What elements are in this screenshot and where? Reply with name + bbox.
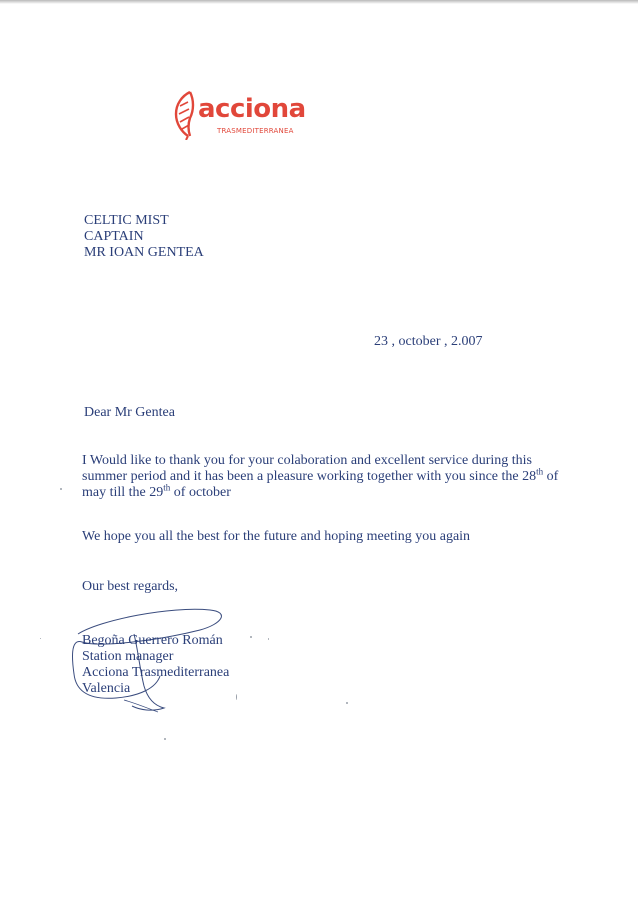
- body-line-2-text: summer period and it has been a pleasure working together with you since the 28: [82, 469, 537, 484]
- scan-speck: [250, 636, 252, 638]
- salutation: Dear Mr Gentea: [84, 405, 175, 420]
- signature-block: [82, 632, 229, 696]
- signatory-title: Station manager: [82, 649, 174, 664]
- scan-speck: [40, 638, 41, 639]
- body-line-2: [82, 466, 559, 484]
- scan-speck: [346, 702, 348, 704]
- scan-speck: [60, 488, 62, 490]
- body-line-3-text: may till the 29: [82, 485, 164, 500]
- body-line-3-end: of october: [170, 485, 231, 500]
- body-line-1: I Would like to thank you for your colaboration and excellent service during this: [82, 453, 532, 468]
- scan-speck: [268, 638, 269, 640]
- recipient-line-1: CELTIC MIST: [84, 213, 169, 228]
- letter-date: 23 , october , 2.007: [374, 334, 483, 349]
- closing: Our best regards,: [82, 579, 179, 594]
- logo-wordmark: acciona: [198, 94, 306, 124]
- logo-subtitle: TRASMEDITERRANEA: [217, 127, 294, 135]
- body-line-2-end: of: [543, 469, 559, 484]
- scan-speck: [164, 738, 166, 740]
- ordinal-suffix: th: [163, 482, 171, 493]
- leaf-icon: [172, 88, 198, 140]
- scan-speck: [236, 694, 237, 700]
- signatory-name: Begoña Guerrero Román: [82, 633, 223, 648]
- body-paragraph-2: We hope you all the best for the future and hoping meeting you again: [82, 529, 471, 544]
- body-paragraph-1: [82, 452, 559, 500]
- body-line-3: [82, 484, 542, 500]
- recipient-line-3: MR IOAN GENTEA: [84, 245, 204, 260]
- recipient-line-2: CAPTAIN: [84, 229, 144, 244]
- signatory-city: Valencia: [82, 681, 131, 696]
- acciona-logo: [168, 86, 308, 146]
- recipient-address: [84, 212, 204, 260]
- signatory-company: Acciona Trasmediterranea: [82, 665, 230, 680]
- ordinal-suffix: th: [536, 466, 544, 477]
